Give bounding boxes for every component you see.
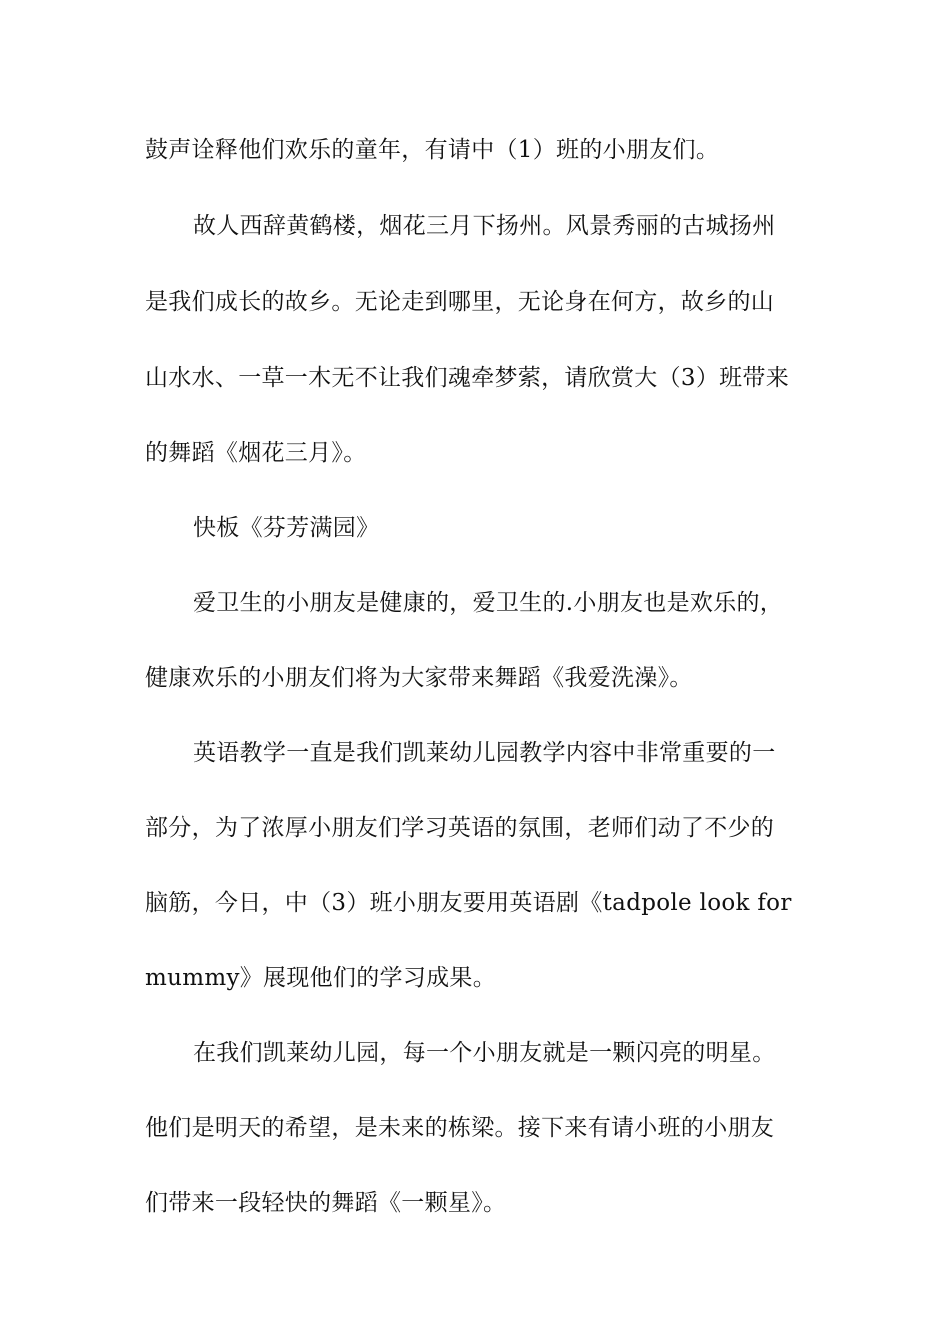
text-line: 鼓声诠释他们欢乐的童年，有请中（1）班的小朋友们。: [145, 137, 720, 163]
text-line: 的舞蹈《烟花三月》。: [145, 440, 367, 466]
paragraph-first-line: 英语教学一直是我们凯莱幼儿园教学内容中非常重要的一: [193, 740, 776, 766]
text-line: 部分，为了浓厚小朋友们学习英语的氛围，老师们动了不少的: [145, 815, 775, 841]
paragraph-first-line: 在我们凯莱幼儿园，每一个小朋友就是一颗闪亮的明星。: [193, 1040, 776, 1066]
paragraph-first-line: 故人西辞黄鹤楼，烟花三月下扬州。风景秀丽的古城扬州: [193, 213, 776, 239]
paragraph-first-line: 爱卫生的小朋友是健康的，爱卫生的.小朋友也是欢乐的，: [193, 590, 784, 616]
text-line: 山水水、一草一木无不让我们魂牵梦萦，请欣赏大（3）班带来: [145, 365, 790, 391]
text-line: 是我们成长的故乡。无论走到哪里，无论身在何方，故乡的山: [145, 289, 775, 315]
text-line: 们带来一段轻快的舞蹈《一颗星》。: [145, 1190, 507, 1216]
text-line: 健康欢乐的小朋友们将为大家带来舞蹈《我爱洗澡》。: [145, 665, 693, 691]
paragraph-heading: 快板《芬芳满园》: [193, 515, 380, 541]
text-line: 他们是明天的希望，是未来的栋梁。接下来有请小班的小朋友: [145, 1115, 775, 1141]
text-line: 脑筋，今日，中（3）班小朋友要用英语剧《tadpole look for: [145, 890, 792, 916]
text-line: mummy》展现他们的学习成果。: [145, 965, 497, 991]
